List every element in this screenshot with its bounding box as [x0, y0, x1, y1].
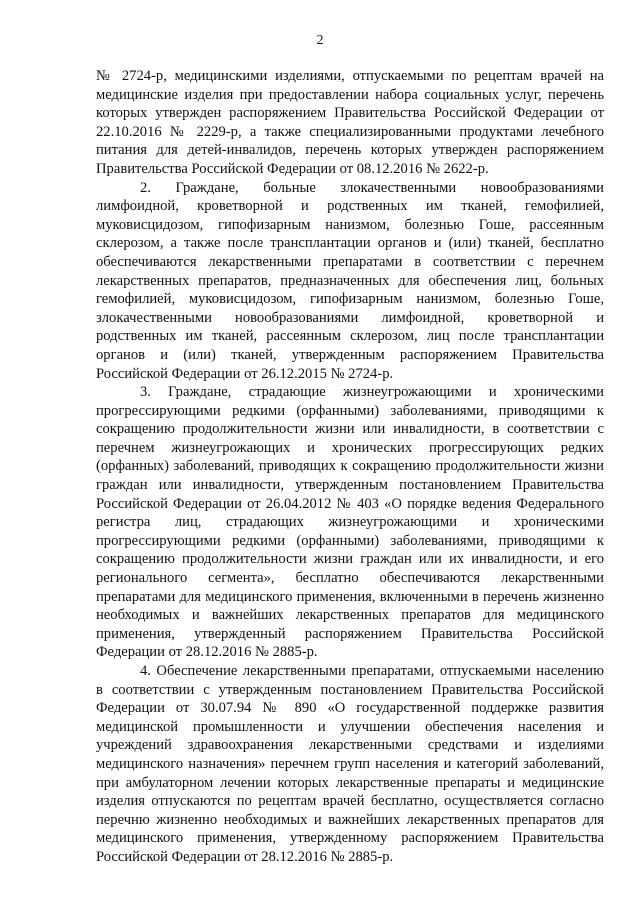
document-body: [96, 67, 604, 867]
paragraph-continuation: № 2724-р, медицинскими изделиями, отпускаемыми по рецептам врачей на медицинские изделия при предоставлении набора социальных услуг, перечень которых утвержден распоряжением Правительства Российской Федерации от 22.10.2016 № 2229-р, а также специализированными продуктами лечебного питания для детей-инвалидов, перечень которых утвержден распоряжением Правительства Российской Федерации от 08.12.2016 № 2622-р.: [96, 68, 604, 177]
paragraph-item-3: 3. Граждане, страдающие жизнеугрожающими и хроническими прогрессирующими редкими (орфанными) заболеваниями, приводящими к сокращению продолжительности жизни или инвалидности, в соответствии с перечнем жизнеугрожающих и хронических прогрессирующих редких (орфанных) заболеваний, приводящих к сокращению продолжительности жизни граждан или инвалидности, утвержденным постановлением Правительства Российской Федерации от 26.04.2012 № 403 «О порядке ведения Федерального регистра лиц, страдающих жизнеугрожающими и хроническими прогрессирующими редкими (орфанными) заболеваниями, приводящими к сокращению продолжительности жизни граждан или их инвалидности, и его регионального сегмента», бесплатно обеспечиваются лекарственными препаратами для медицинского применения, включенными в перечень жизненно необходимых и важнейших лекарственных препаратов для медицинского применения, утвержденный распоряжением Правительства Российской Федерации от 28.12.2016 № 2885-р.: [96, 384, 604, 661]
paragraph-item-2: 2. Граждане, больные злокачественными новообразованиями лимфоидной, кроветворной и родственных им тканей, гемофилией, муковисцидозом, гипофизарным нанизмом, болезнью Гоше, рассеянным склерозом, а также после трансплантации органов и (или) тканей, бесплатно обеспечиваются лекарственными препаратами в соответствии с перечнем лекарственных препаратов, предназначенных для обеспечения лиц, больных гемофилией, муковисцидозом, гипофизарным нанизмом, болезнью Гоше, злокачественными новообразованиями лимфоидной, кроветворной и родственных им тканей, рассеянным склерозом, лиц после трансплантации органов и (или) тканей, утвержденным распоряжением Правительства Российской Федерации от 26.12.2015 № 2724-р.: [96, 179, 604, 382]
page-number: 2: [316, 33, 324, 48]
paragraph-item-4: 4. Обеспечение лекарственными препаратами, отпускаемыми населению в соответствии с утвержденным постановлением Правительства Российской Федерации от 30.07.94 № 890 «О государственной поддержке развития медицинской промышленности и улучшении обеспечения населения и учреждений здравоохранения лекарственными средствами и изделиями медицинского назначения» перечнем групп населения и категорий заболеваний, при амбулаторном лечении которых лекарственные препараты и медицинские изделия отпускаются по рецептам врачей бесплатно, осуществляется согласно перечню жизненно необходимых и важнейших лекарственных препаратов для медицинского применения, утвержденному распоряжением Правительства Российской Федерации от 28.12.2016 № 2885-р.: [96, 663, 604, 865]
